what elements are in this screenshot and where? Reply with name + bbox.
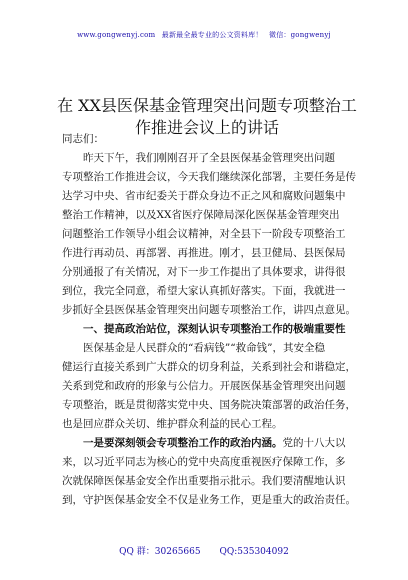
page-header <box>0 30 408 40</box>
paragraph-line: 问题整治工作领导小组会议精神，对全县下一阶段专项整治工 <box>62 228 346 240</box>
paragraph-line: 也是回应群众关切、维护群众利益的民心工程。 <box>62 418 283 430</box>
paragraph-line: 次就保障医保基金安全作出重要指示批示。我们要清醒地认识 <box>62 475 346 487</box>
paragraph <box>62 339 362 434</box>
paragraph-line: 专项整治工作推进会议，今天我们继续深化部署，主要任务是传 <box>62 171 356 183</box>
paragraph-line: 来，以习近平同志为核心的党中央高度重视医疗保障工作，多 <box>62 456 346 468</box>
paragraph-line: 一、提高政治站位，深刻认识专项整治工作的极端重要性 <box>83 323 346 335</box>
paragraph-line: 医保基金是人民群众的“看病钱”“救命钱”，其安全稳 <box>83 342 325 354</box>
paragraph-line: 整治工作精神，以及XX省医疗保障局深化医保基金管理突出 <box>62 209 340 221</box>
paragraph-line: 到，守护医保基金安全不仅是业务工作，更是重大的政治责任。 <box>62 494 356 506</box>
paragraph-line: 作进行再动员、再部署、再推进。刚才，县卫健局、县医保局 <box>62 247 346 259</box>
header-wechat: 微信：gongwenyj <box>269 31 331 39</box>
title-line-2: 作推进会议上的讲话 <box>134 117 279 137</box>
paragraph <box>62 434 362 510</box>
salutation: 同志们： <box>62 133 104 145</box>
title-line-1: 在 XX县医保基金管理突出问题专项整治工 <box>57 95 357 115</box>
document-body <box>62 130 362 510</box>
paragraph-line: 关系到党和政府的形象与公信力。开展医保基金管理突出问题 <box>62 380 346 392</box>
paragraph-line: 步抓好全县医保基金管理突出问题专项整治工作，讲四点意见。 <box>62 304 356 316</box>
header-site-link[interactable]: www.gongwenyj.com <box>77 31 156 39</box>
page-footer <box>0 544 408 557</box>
paragraph <box>62 149 362 320</box>
header-slogan: 最新最全最专业的公文资料库！ <box>161 31 263 39</box>
paragraph-line: 分别通报了有关情况，对下一步工作提出了具体要求，讲得很 <box>62 266 346 278</box>
footer-qq[interactable]: QQ:535304092 <box>219 547 289 557</box>
paragraph-line: 达学习中央、省市纪委关于群众身边不正之风和腐败问题集中 <box>62 190 346 202</box>
paragraph-line: 健运行直接关系到广大群众的切身利益，关系到社会和谐稳定， <box>62 361 356 373</box>
paragraph-line: 到位，我完全同意，希望大家认真抓好落实。下面，我就进一 <box>62 285 346 297</box>
paragraph-list <box>62 149 362 510</box>
paragraph-line: 专项整治，既是贯彻落实党中央、国务院决策部署的政治任务， <box>62 399 356 411</box>
paragraph-line: 昨天下午，我们刚刚召开了全县医保基金管理突出问题 <box>83 152 335 164</box>
paragraph-text: 党的十八大以 <box>282 437 346 449</box>
paragraph-lead: 一是要深刻领会专项整治工作的政治内涵。 <box>83 437 283 449</box>
paragraph <box>62 320 362 339</box>
paragraph-line <box>62 434 362 453</box>
footer-qq-group[interactable]: QQ 群：30265665 <box>119 547 201 557</box>
